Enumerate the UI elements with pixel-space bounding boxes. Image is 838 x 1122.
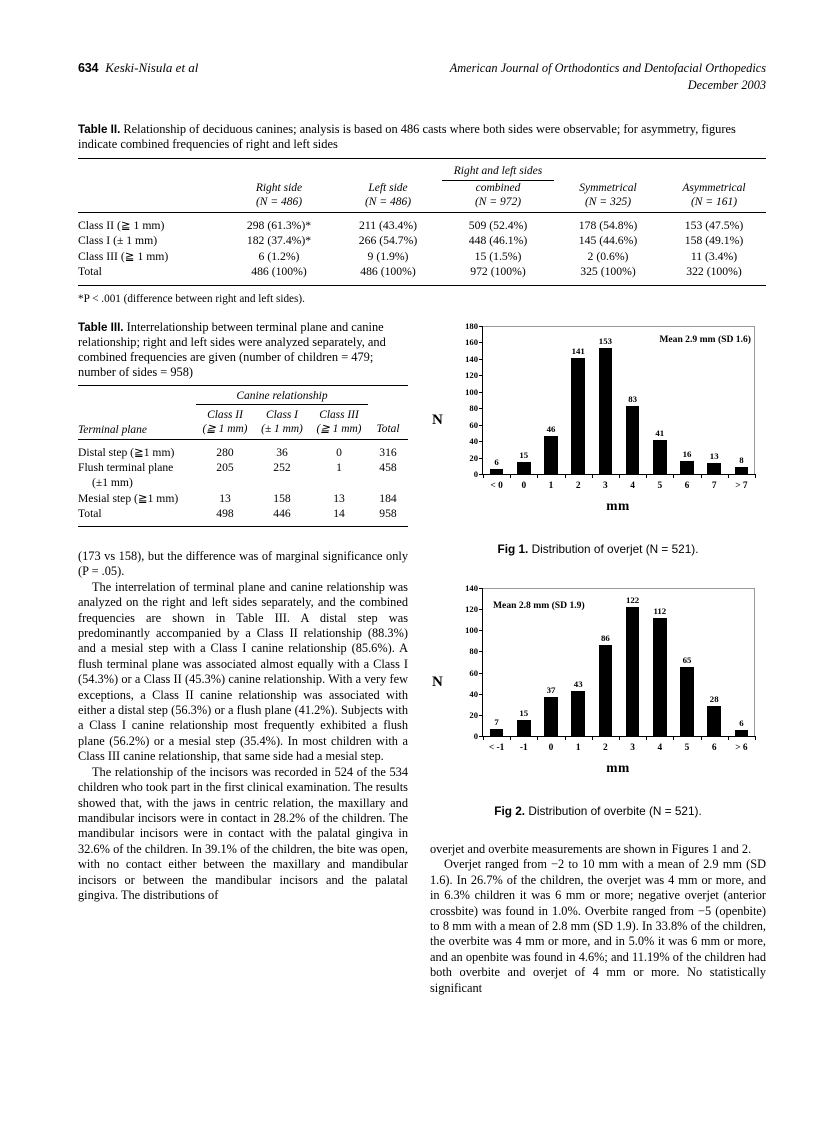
t3-row-3-total: 958 [379,506,397,520]
paragraph: The relationship of the incisors was recorded in 524 of the 534 children who took part in the first clinical examination. The results showed that, with the jaws in centric relation, the maxillary and mandibular incisors were in contact in 28.2% of the children. The mandibular incisors were in contact with the palatal gingiva in 32.6% of the children. In 39.1% of the children, the bite was open, with no contact either between the maxillary and mandibular incisors or between the mandibular incisors and the palatal gingiva. The distributions of [78,764,408,902]
plot-frame-top [483,588,755,589]
x-axis-tick-label: 0 [521,481,527,491]
running-head-left [78,60,198,76]
table-2-spanner: Right and left sides [442,159,554,180]
plot-frame-right [754,588,755,736]
t2-row-1-left: 266 (54.7%) [358,234,418,248]
x-axis-tick-mark [701,736,702,740]
x-axis-tick-mark [565,474,566,478]
y-axis-tick-label: 120 [465,370,478,381]
paragraph: (173 vs 158), but the difference was of marginal significance only (P = .05). [78,549,408,579]
x-axis-tick-label: 3 [603,481,608,491]
paragraph: Overjet ranged from −2 to 10 mm with a mean of 2.9 mm (SD 1.6). In 26.7% of the children, the overjet was 4 mm or more, and in 6.3% children it was 6 mm or more; negative overjet (anterior crossbite) was found in 1.0%. Overbite ranged from −5 (openbite) to 8 mm with a mean of 2.8 mm (SD 1.9). In 33.8% of the children, the overbite was 4 mm or more, and in 5.0% it was 6 mm or more, and an openbite was found in 4.6%; and 11.19% of the children had both overbite and overjet of 4 mm or more. No statistically significant [430,857,766,995]
x-axis-tick-label: -1 [519,743,528,753]
y-axis-tick-mark [479,375,483,376]
col-asym-line2: (N = 161) [690,195,738,208]
figure-2-mean-annotation: Mean 2.8 mm (SD 1.9) [493,600,585,611]
y-axis-tick-label: 0 [473,731,478,741]
running-head-right [450,60,766,94]
t3-row-1-label2: (±1 mm) [92,476,133,490]
bar-4 [626,406,640,474]
bar-value-label: 37 [546,684,556,695]
figure-1-caption-text: Distribution of overjet (N = 521). [531,542,699,556]
t2-row-2-asymmetrical: 11 (3.4%) [690,249,738,263]
t2-row-3-asymmetrical: 322 (100%) [686,265,742,279]
col-sym-line1: Symmetrical [579,181,637,194]
table-2-spanner-row [78,159,766,180]
bar-value-label: 16 [682,448,692,459]
y-axis-tick-label: 20 [469,452,478,463]
y-axis-tick-label: 180 [465,321,478,331]
t2-row-1-label: Class I (± 1 mm) [78,234,158,248]
t3-col0-line1: Class II [207,409,243,421]
bar-value-label: 83 [628,393,637,404]
journal-title: American Journal of Orthodontics and Dentofacial Orthopedics [449,61,766,75]
x-axis-tick-mark [592,474,593,478]
t3-row-1-c2: 205 [216,461,234,475]
figure-1-xlabel: mm [606,498,630,513]
figure-2-plot-area [465,583,755,753]
y-axis-tick-label: 100 [465,386,478,397]
bar-7 [707,463,721,474]
table-2-caption-text: Relationship of deciduous canines; analysis is based on 486 casts where both sides were observable; for asymmetry, figures indicate combined frequencies of right and left sides [78,122,736,152]
figure-1-mean-annotation: Mean 2.9 mm (SD 1.6) [659,334,751,345]
t2-row-0-symmetrical: 178 (54.8%) [578,219,638,233]
t2-row-0-right: 298 (61.3%)* [246,219,312,233]
t3-row-0-c3: 0 [336,446,342,459]
right-column [430,320,766,996]
x-axis-tick-label: > 7 [735,481,748,491]
t2-row-0-left: 211 (43.4%) [359,219,417,233]
x-axis-tick-mark [619,474,620,478]
x-axis-tick-label: 3 [630,743,635,753]
x-axis-tick-label: > 6 [735,743,748,753]
table-2-col-0 [78,180,224,212]
bar-2 [599,645,613,736]
t3-row-1-total: 458 [379,461,397,475]
x-axis-tick-mark [619,736,620,740]
t2-row-2-symmetrical: 2 (0.6%) [587,249,629,263]
x-axis-tick-label: 6 [711,743,717,753]
bar-value-label: 7 [494,716,499,727]
col-combined-line1: combined [475,181,521,194]
y-axis-tick-mark [479,651,483,652]
issue-date: December 2003 [687,78,766,92]
x-axis-tick-label: 5 [684,743,690,753]
table-row [78,506,408,521]
y-axis-tick-mark [479,359,483,360]
y-axis-tick-label: 160 [465,337,478,348]
bar-2 [571,358,585,474]
table-2-col-combined [442,180,554,212]
y-axis-tick-label: 140 [465,583,478,593]
col-sym-line2: (N = 325) [584,195,632,208]
y-axis-tick-label: 60 [469,667,478,678]
t2-row-0-combined: 509 (52.4%) [468,219,528,233]
t3-row-3-label: Total [78,506,102,520]
t3-row-2-c3: 13 [333,491,345,505]
col-left-line2: (N = 486) [364,195,412,208]
bar-value-label: 6 [494,457,499,468]
figure-2-caption-label: Fig 2. [494,804,526,818]
table-2-col-left [334,180,442,212]
x-axis-tick-mark [537,736,538,740]
table-row [78,249,766,264]
col-combined-line2: (N = 972) [474,195,522,208]
t3-row-2-c1: 158 [273,491,291,505]
x-axis-tick-label: < -1 [488,743,505,753]
y-axis-tick-mark [479,342,483,343]
y-axis-tick-mark [479,715,483,716]
t3-row-2-c2: 13 [219,491,231,505]
y-axis-tick-label: 20 [469,709,478,720]
y-axis-tick-mark [479,630,483,631]
figure-2-ylabel: N [432,674,443,690]
t3-row-1-label: Flush terminal plane [78,461,174,475]
bar-5 [680,667,694,736]
table-row-continuation [78,475,408,490]
bar-<0 [490,469,504,474]
bar-value-label: 153 [598,336,612,347]
running-head-authors: Keski-Nisula et al [105,60,199,75]
t3-row-3-c3: 14 [333,506,345,520]
t2-row-3-combined: 972 (100%) [470,265,526,279]
x-axis-tick-mark [728,736,729,740]
table-3-grid [78,385,408,527]
bar-value-label: 112 [653,605,667,616]
y-axis-tick-label: 100 [465,625,478,636]
figure-1 [430,320,766,556]
table-3-spanner-row [78,386,408,405]
table-3 [78,320,408,527]
x-axis-tick-label: 7 [711,481,717,491]
table-row [78,491,408,506]
t3-row-3-c2: 498 [216,506,234,520]
figure-1-plot-area [465,321,755,491]
y-axis-tick-mark [479,441,483,442]
table-2 [78,122,766,306]
bar-value-label: 6 [739,717,744,728]
y-axis-tick-mark [479,392,483,393]
x-axis-tick-mark [646,474,647,478]
bar-0 [517,462,531,474]
y-axis-tick-label: 40 [469,436,478,447]
y-axis-tick-mark [479,694,483,695]
t2-row-3-left: 486 (100%) [360,265,416,279]
x-axis-tick-label: 6 [684,481,690,491]
y-axis-tick-mark [479,609,483,610]
x-axis-tick-mark [565,736,566,740]
t2-row-2-combined: 15 (1.5%) [474,249,522,263]
t2-row-0-asymmetrical: 153 (47.5%) [684,219,744,233]
bar-value-label: 43 [573,678,583,689]
x-axis-tick-label: 2 [575,481,581,491]
table-3-col-class1 [254,405,310,440]
bar-value-label: 122 [625,595,640,606]
left-column-body [78,549,408,903]
bar-value-label: 46 [546,424,556,435]
bar-6 [680,461,694,474]
x-axis-tick-label: 4 [657,743,663,753]
figure-2 [430,582,766,818]
x-axis-tick-label: 0 [548,743,554,753]
bar-value-label: 15 [519,708,529,719]
x-axis-tick-mark [728,474,729,478]
t3-col1-line1: Class I [266,409,298,421]
bar-value-label: 86 [600,633,610,644]
t2-row-1-symmetrical: 145 (44.6%) [578,234,638,248]
bar-4 [653,618,667,736]
bar-1 [544,436,558,474]
y-axis-tick-label: 40 [469,688,478,699]
x-axis-tick-mark [510,736,511,740]
bar->6 [735,730,749,736]
y-axis-tick-mark [479,588,483,589]
figure-2-xlabel: mm [606,760,630,775]
bar-5 [653,440,667,474]
page-number: 634 [78,61,99,75]
y-axis-tick-mark [479,425,483,426]
table-2-footnote: *P < .001 (difference between right and left sides). [78,292,305,305]
col-left-line1: Left side [368,181,408,194]
x-axis-tick-label: < 0 [490,481,503,491]
x-axis-tick-label: 1 [548,481,554,491]
y-axis-tick-mark [479,673,483,674]
table-3-caption-text: Interrelationship between terminal plane and canine relationship; right and left sides were analyzed separately, and combined frequencies are given (number of children = 479; number of sides = 958) [78,320,386,379]
bar-value-label: 141 [571,346,585,357]
paragraph: The interrelation of terminal plane and canine relationship was analyzed on the right and left sides separately, and the combined frequencies are shown in Table III. A distal step was predominantly accompanied by a Class II relationship (88.3%) and a mesial step with a Class I canine relationship (85.6%). A flush terminal plane was associated almost equally with a Class I (54.3%) or a Class II (45.3%) canine relationship. With a very few exceptions, a Class II canine relationship was associated with either a distal step (56.3%) or a flush plane (41.2%). Subjects with a Class I canine relationship most frequently exhibited a flush plane (56.2%) or a mesial step (35.4%). In most children with a Class III canine relationship, that same side had a mesial step. [78,579,408,764]
t2-row-3-label: Total [78,265,102,279]
bar-value-label: 8 [739,455,744,466]
table-2-label: Table II. [78,123,121,136]
t2-row-2-left: 9 (1.9%) [367,249,409,263]
t3-row-1-c1: 252 [273,461,291,475]
t3-col0-line2: (≧ 1 mm) [202,423,248,435]
bar-<-1 [490,729,504,736]
x-axis-tick-mark [701,474,702,478]
y-axis-tick-label: 80 [469,646,478,657]
x-axis-tick-label: 4 [630,481,635,491]
table-2-grid [78,158,766,285]
table-3-header-row [78,405,408,440]
figure-2-caption [430,804,766,818]
figure-2-chart [430,582,766,794]
figure-2-caption-text: Distribution of overbite (N = 521). [528,804,702,818]
t2-row-0-label: Class II (≧ 1 mm) [78,219,165,233]
t3-row-0-c2: 280 [216,446,234,459]
t2-row-2-label: Class III (≧ 1 mm) [78,249,169,263]
t3-col3-line2: Total [376,423,400,435]
paragraph: overjet and overbite measurements are shown in Figures 1 and 2. [430,842,752,856]
x-axis-tick-mark [483,736,484,740]
table-2-header-row [78,180,766,212]
x-axis-tick-label: 2 [603,743,608,753]
y-axis-tick-mark [479,408,483,409]
bar-6 [707,706,721,736]
bar-0 [544,697,558,736]
figure-1-ylabel: N [432,412,443,428]
t3-row-0-c1: 36 [276,446,288,459]
y-axis-tick-mark [479,458,483,459]
bar-value-label: 65 [682,655,692,666]
t3-row-0-total: 316 [379,446,397,459]
col-asym-line1: Asymmetrical [682,181,746,194]
bar-value-label: 15 [519,449,529,460]
t2-row-3-symmetrical: 325 (100%) [580,265,636,279]
x-axis-tick-mark [646,736,647,740]
bar-value-label: 41 [655,428,665,439]
plot-frame-right [754,326,755,474]
x-axis-tick-mark [673,474,674,478]
x-axis-tick-mark [755,474,756,478]
t2-row-1-right: 182 (37.4%)* [246,234,312,248]
x-axis-tick-mark [592,736,593,740]
t2-row-2-right: 6 (1.2%) [258,249,300,263]
t2-row-1-asymmetrical: 158 (49.1%) [684,234,744,248]
figure-1-caption [430,542,766,556]
figure-1-caption-label: Fig 1. [497,542,529,556]
col-right-line1: Right side [255,181,303,194]
x-axis-tick-mark [673,736,674,740]
y-axis-tick-label: 60 [469,419,478,430]
x-axis-tick-label: 5 [657,481,663,491]
bar-3 [626,607,640,736]
t3-row-2-label: Mesial step (≧1 mm) [78,491,179,505]
right-column-body [430,842,766,996]
running-head [78,60,766,100]
table-3-spanner: Canine relationship [196,386,368,405]
table-row [78,460,408,475]
table-2-col-right [224,180,334,212]
table-row [78,218,766,233]
t3-col1-line2: (± 1 mm) [261,423,303,435]
table-row [78,445,408,460]
table-3-col-total [368,405,408,440]
x-axis-tick-mark [755,736,756,740]
figure-1-chart [430,320,766,532]
table-2-col-symmetrical [554,180,662,212]
table-2-caption [78,122,766,152]
bar-value-label: 13 [709,451,719,462]
t3-row-0-label: Distal step (≧1 mm) [78,446,175,459]
x-axis-tick-mark [483,474,484,478]
bar-3 [599,348,613,474]
table-3-col-class3 [310,405,368,440]
bar->7 [735,467,749,474]
t3-row-3-c1: 446 [273,506,291,520]
y-axis-tick-label: 120 [465,604,478,615]
x-axis-tick-label: 1 [575,743,581,753]
plot-frame-top [483,326,755,327]
col-right-line2: (N = 486) [255,195,303,208]
t3-col2-line2: (≧ 1 mm) [316,423,362,435]
bar--1 [517,720,531,736]
t2-row-1-combined: 448 (46.1%) [468,234,528,248]
table-3-row-header: Terminal plane [78,424,147,436]
y-axis-tick-label: 140 [465,353,478,364]
t2-row-3-right: 486 (100%) [251,265,307,279]
x-axis-tick-mark [510,474,511,478]
t3-row-1-c3: 1 [336,461,342,475]
y-axis-tick-mark [479,326,483,327]
left-column [78,320,408,903]
table-3-col-class2 [196,405,254,440]
table-row [78,264,766,279]
y-axis-tick-label: 0 [473,469,478,479]
y-axis-tick-label: 80 [469,403,478,414]
bar-value-label: 28 [709,694,719,705]
table-row [78,233,766,248]
table-3-caption [78,320,408,380]
t3-col2-line1: Class III [319,409,359,421]
x-axis-tick-mark [537,474,538,478]
table-2-col-asymmetrical [662,180,766,212]
table-3-label: Table III. [78,321,124,334]
bar-1 [571,691,585,736]
t3-row-2-total: 184 [379,491,397,505]
